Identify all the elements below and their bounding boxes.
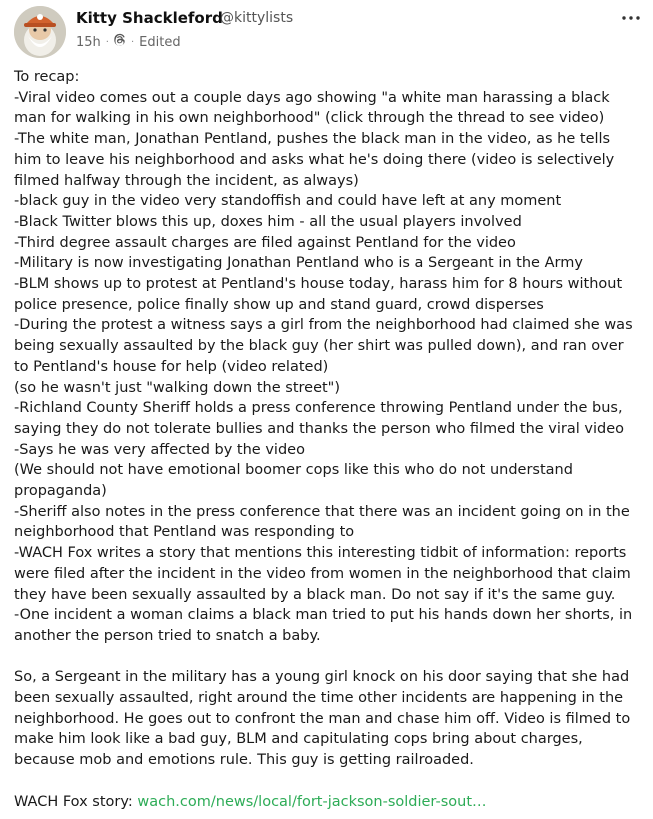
post-body-line: being sexually assaulted by the black guy (her shirt was pulled down), and ran over — [14, 338, 624, 355]
author-name[interactable]: Kitty Shackleford — [76, 9, 223, 27]
post-body-line: they have been sexually assaulted by a black man. Do not say if it's the same guy. — [14, 586, 616, 603]
post-body-line: -During the protest a witness says a girl from the neighborhood had claimed she was — [14, 317, 633, 334]
edited-label: Edited — [139, 34, 181, 50]
post-body-line: propaganda) — [14, 483, 107, 500]
post-body-line: neighborhood. He goes out to confront the man and chase him off. Video is filmed to — [14, 710, 631, 727]
post-body-line: police presence, police finally show up and stand guard, crowd disperses — [14, 296, 544, 313]
post-body-line — [14, 771, 640, 792]
avatar[interactable] — [14, 6, 66, 58]
post-body-line: -Viral video comes out a couple days ago showing "a white man harassing a black — [14, 89, 610, 106]
post-body-line: -Military is now investigating Jonathan Pentland who is a Sergeant in the Army — [14, 255, 583, 272]
post-body-line: -Says he was very affected by the video — [14, 441, 305, 458]
story-line — [14, 792, 640, 813]
post-body-line: So, a Sergeant in the military has a young girl knock on his door saying that she had — [14, 669, 630, 686]
post-body-line: because mob and emotions rule. This guy is getting railroaded. — [14, 752, 474, 769]
post-body-line: -black guy in the video very standoffish and could have left at any moment — [14, 193, 562, 210]
post-body-line: him to leave his neighborhood and asks what he's doing there (video is selectively — [14, 151, 615, 168]
post-body-line: -BLM shows up to protest at Pentland's house today, harass him for 8 hours without — [14, 276, 623, 293]
story-label: WACH Fox story: — [14, 793, 138, 810]
post-body-line: to Pentland's house for help (video related) — [14, 358, 329, 375]
post-body-line: -Richland County Sheriff holds a press conference throwing Pentland under the bus, — [14, 400, 623, 417]
meta-separator: · — [105, 36, 109, 48]
post-body-line: another the person tried to snatch a baby. — [14, 627, 321, 644]
post-body-line: make him look like a bad guy, BLM and capitulating cops bring about charges, — [14, 731, 583, 748]
post-body-line: -Black Twitter blows this up, doxes him - all the usual players involved — [14, 213, 522, 230]
post-body-line: (We should not have emotional boomer cops like this who do not understand — [14, 462, 573, 479]
meta-separator-2: · — [130, 36, 135, 48]
post-body-line: -Third degree assault charges are filed against Pentland for the video — [14, 234, 516, 251]
post-body-line: been sexually assaulted, right around the time other incidents are happening in the — [14, 690, 624, 707]
threads-icon — [114, 33, 126, 51]
post-body-line: man for walking in his own neighborhood" (click through the thread to see video) — [14, 110, 605, 127]
post-body-line: -Sheriff also notes in the press conference that there was an incident going on in the — [14, 503, 630, 520]
post-body-line: filmed halfway through the incident, as always) — [14, 172, 359, 189]
post-body — [14, 67, 640, 812]
post-body-line — [14, 647, 640, 668]
post-body-line: To recap: — [14, 69, 80, 85]
post-meta — [76, 33, 181, 51]
more-options-icon[interactable] — [619, 8, 643, 28]
post-body-line: saying they do not tolerate bullies and thanks the person who filmed the viral video — [14, 420, 624, 437]
post-body-line: were filed after the incident in the video from women in the neighborhood that claim — [14, 565, 631, 582]
post-time[interactable]: 15h — [76, 34, 101, 50]
author-handle[interactable]: @kittylists — [220, 10, 294, 26]
post-body-line: neighborhood that Pentland was responding to — [14, 524, 355, 541]
post-body-line: -The white man, Jonathan Pentland, pushes the black man in the video, as he tells — [14, 131, 611, 148]
post-body-line: (so he wasn't just "walking down the street") — [14, 379, 340, 396]
post-body-line: -WACH Fox writes a story that mentions this interesting tidbit of information: reports — [14, 545, 627, 562]
post-body-line: -One incident a woman claims a black man tried to put his hands down her shorts, in — [14, 607, 633, 624]
avatar-image — [14, 6, 66, 58]
story-link[interactable]: wach.com/news/local/fort-jackson-soldier-sout… — [137, 793, 487, 810]
